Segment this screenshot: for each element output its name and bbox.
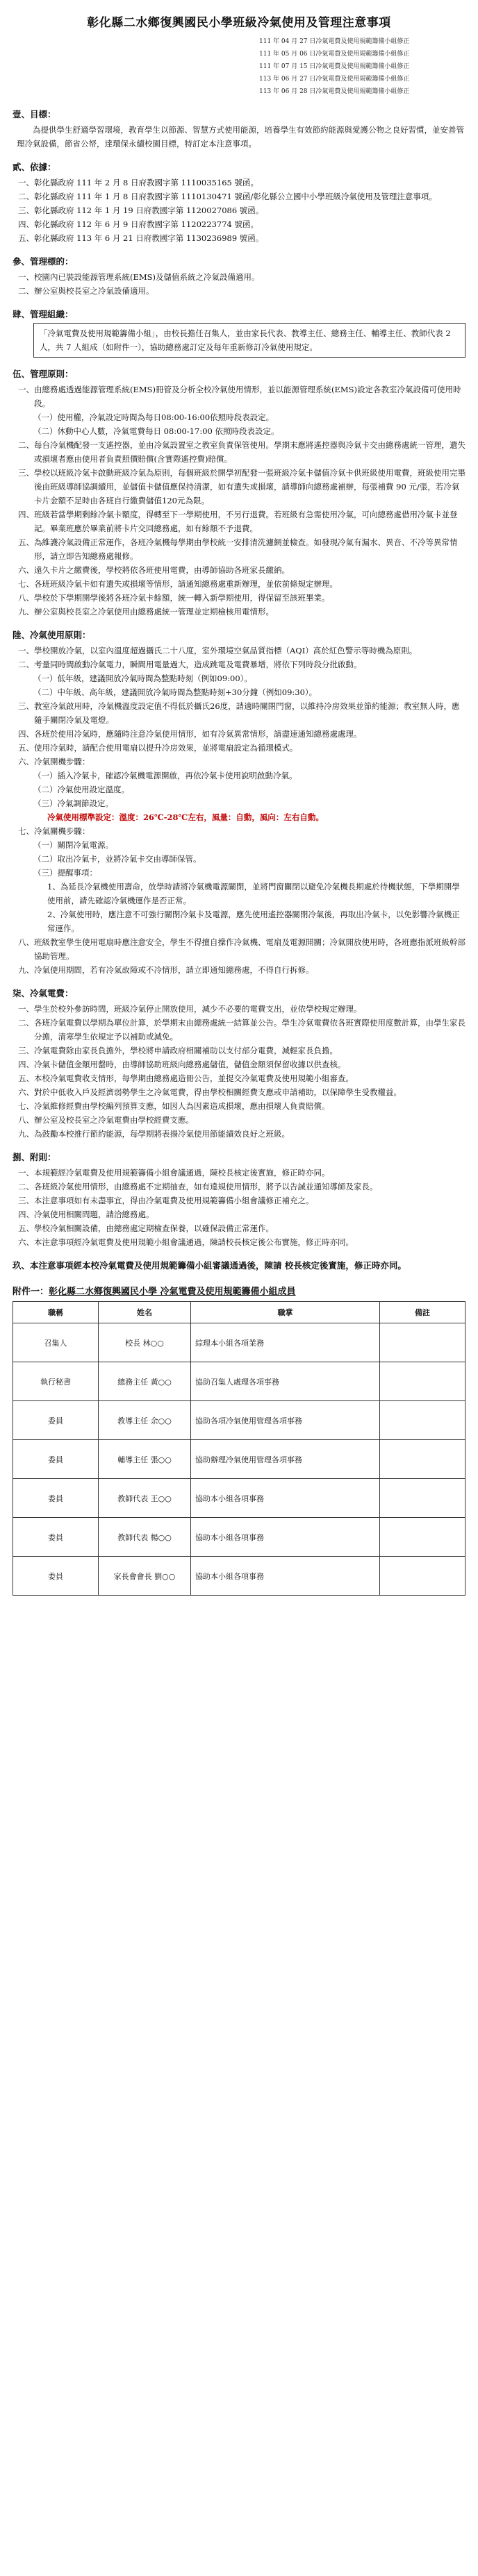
item-number: 二、: [18, 1182, 34, 1191]
list-item: [33, 838, 465, 852]
list-item: [18, 438, 465, 466]
item-text: 彰化縣政府 111 年 1 月 8 日府教國字第 1110130471 號函/彰化縣公立國中小學班級冷氣使用及管理注意事項。: [34, 192, 437, 201]
item-text: （一）插入冷氣卡，確認冷氣機電源開啟，再依冷氣卡使用說明啟動冷氣。: [33, 771, 297, 780]
item-number: 三、: [18, 206, 34, 215]
item-number: 一、: [18, 1004, 34, 1014]
item-text: 學生於校外參訪時間，班級冷氣停止開放使用，減少不必要的電費支出，並依學校規定辦理。: [34, 1004, 362, 1014]
item-text: 本規範經冷氣電費及使用規範籌備小組會議通過，陳校長核定後實施，修正時亦同。: [34, 1168, 330, 1178]
table-row: [13, 1518, 465, 1557]
cell-role: 召集人: [13, 1323, 99, 1362]
list-item: [18, 1180, 465, 1194]
header-role: 職稱: [13, 1302, 99, 1323]
item-number: 六、: [18, 757, 34, 767]
header-duty: 職掌: [191, 1302, 380, 1323]
list-item: [18, 644, 465, 658]
list-item: [47, 908, 465, 935]
item-text: 校園內已裝設能源管理系統(EMS)及儲值系統之冷氣設備適用。: [34, 272, 260, 282]
item-text: 學校開放冷氣，以室內溫度超過攝氏二十八度，室外環境空氣品質指標（AQI）高於紅色警示等時機為原則。: [34, 646, 418, 655]
cell-note: [380, 1362, 465, 1401]
item-text: （二）冷氣使用設定溫度。: [33, 785, 129, 794]
list-item: [18, 1085, 465, 1099]
item-text: （二）取出冷氣卡，並將冷氣卡交由導師保管。: [33, 854, 201, 864]
list-item: [18, 963, 465, 977]
list-item: [18, 508, 465, 535]
list-item: [47, 810, 465, 824]
cell-role: 委員: [13, 1479, 99, 1518]
item-number: 八、: [18, 1115, 34, 1125]
cell-role: 委員: [13, 1518, 99, 1557]
item-number: 四、: [18, 1210, 34, 1219]
revision-line: 111 年 05 月 06 日冷氣電費及使用規範籌備小組修正: [259, 51, 410, 58]
item-text: 各班班級冷氣卡如有遺失或損壞等情形，請通知總務處重新辦理，並依前條規定辦理。: [34, 579, 338, 589]
basis-list: [13, 176, 465, 245]
table-row: [13, 1401, 465, 1440]
list-item: [18, 563, 465, 577]
item-text: 班級教室學生使用電扇時應注意安全，學生不得擅自操作冷氣機、電扇及電源開關；冷氣開放使用時，各班應指派班級幹部協助管理。: [34, 937, 465, 961]
list-item: [33, 671, 465, 685]
item-text: 彰化縣政府 112 年 1 月 19 日府教國字第 1120027086 號函。: [34, 206, 264, 215]
cell-name: 校長 林○○: [99, 1323, 191, 1362]
item-text: 辦公室與校長室之冷氣使用由總務處統一管理並定期檢核用電情形。: [34, 607, 274, 617]
section-heading-usage: 陸、冷氣使用原則：: [13, 630, 91, 640]
item-text: 學校以班級冷氣卡啟動班級冷氣為原則，每個班級於開學初配發一張班級冷氣卡儲值冷氣卡供班級使用電費，班級使用完畢後由班級導師協調續用，並儲值卡儲值應保持清潔，如有遺失或損壞，請導師向總務處補辦，每張補費 90 元/張，若冷氣卡片金額不足時由各班自行繳費儲值120元為限。: [34, 468, 465, 505]
item-text: 冷氣使用期間，若有冷氣故障或不冷情形，請立即通知總務處，不得自行拆修。: [34, 965, 314, 975]
cell-duty: 協助召集人處理各項事務: [191, 1362, 380, 1401]
item-text: 冷氣使用標準設定：溫度：26℃-28℃左右，風量：自動，風向：左右自動。: [47, 812, 324, 822]
item-number: 三、: [18, 701, 34, 711]
item-text: 各班於使用冷氣時，應隨時注意冷氣使用情形，如有冷氣異常情形，請盡速通知總務處處理。: [34, 729, 362, 739]
section-heading-organization: 肆、管理組織：: [13, 309, 74, 319]
item-text: （一）使用權，冷氣設定時間為每日08:00-16:00依照時段表設定。: [33, 412, 274, 422]
list-item: [33, 410, 465, 424]
item-number: 一、: [18, 1168, 34, 1178]
list-item: [18, 270, 465, 284]
cell-role: 委員: [13, 1440, 99, 1479]
item-text: 彰化縣政府 111 年 2 月 8 日府教國字第 1110035165 號函。: [34, 178, 258, 187]
item-text: 冷氣關機步驟：: [34, 826, 90, 836]
list-item: [18, 383, 465, 410]
table-row: [13, 1323, 465, 1362]
attachment-heading: 彰化縣二水鄉復興國民小學 冷氣電費及使用規範籌備小組成員: [49, 1287, 296, 1297]
item-number: 五、: [18, 743, 34, 753]
item-number: 四、: [18, 510, 34, 519]
item-text: （二）中年級、高年級，建議開放冷氣時間為整點時刻+30分鐘（例如09:30）。: [33, 687, 318, 697]
list-item: [18, 1127, 465, 1141]
item-text: 各班級冷氣使用情形，由總務處不定期抽查，如有違規使用情形，將予以告誡並通知導師及家長。: [34, 1182, 378, 1191]
revision-line: 113 年 06 月 27 日冷氣電費及使用規範籌備小組修正: [259, 76, 410, 83]
principles-list: [13, 383, 465, 619]
item-text: 遠久卡片之繳費後，學校將依各班使用電費，由導師協助各班家長繳納。: [34, 565, 290, 575]
item-text: 冷氣使用相關問題，請洽總務處。: [34, 1210, 154, 1219]
item-number: 八、: [18, 937, 34, 947]
table-row: [13, 1440, 465, 1479]
item-text: 對於中低收入戶及經濟弱勢學生之冷氣電費，得由學校相關經費支應或申請補助，以保障學生受教權益。: [34, 1087, 402, 1097]
item-number: 一、: [18, 646, 34, 655]
list-item: [18, 466, 465, 508]
item-text: 每台冷氣機配發一支遙控器，並由冷氣設置室之教室負責保管使用。學期末應將遙控器與冷氣卡交由總務處統一管理，遺失或損壞者應由使用者負責照價賠償(含實際遙控費)賠償。: [34, 440, 465, 464]
section-heading-fees: 柒、冷氣電費：: [13, 988, 74, 998]
cell-note: [380, 1323, 465, 1362]
item-text: 彰化縣政府 112 年 6 月 9 日府教國字第 1120223774 號函。: [34, 219, 258, 229]
section-heading-supplementary: 捌、附則：: [13, 1152, 56, 1162]
list-item: [18, 1016, 465, 1044]
targets-list: [13, 270, 465, 298]
usage-list: [13, 644, 465, 977]
cell-note: [380, 1479, 465, 1518]
item-text: （一）關閉冷氣電源。: [33, 840, 113, 850]
cell-role: 委員: [13, 1401, 99, 1440]
item-number: 九、: [18, 1129, 34, 1139]
list-item: [18, 935, 465, 963]
list-item: [18, 535, 465, 563]
section-heading-basis: 貳、依據：: [13, 162, 56, 172]
item-text: 冷氣開機步驟：: [34, 757, 90, 767]
item-number: 八、: [18, 593, 34, 603]
item-text: 辦公室與校長室之冷氣設備適用。: [34, 286, 154, 296]
item-text: （三）冷氣調節設定。: [33, 798, 113, 808]
list-item: [18, 1235, 465, 1249]
item-text: 班級若當學期剩餘冷氣卡額度，得轉至下一學期使用，不另行退費。若班級有急需使用冷氣，可向總務處借用冷氣卡並登記。畢業班應於畢業前將卡片交回總務處，如有餘額不予退費。: [34, 510, 458, 533]
item-text: 彰化縣政府 113 年 6 月 21 日府教國字第 1130236989 號函。: [34, 233, 264, 243]
item-text: 為鼓勵本校推行節約能源，每學期將表揚冷氣使用節能績效良好之班級。: [34, 1129, 290, 1139]
attachment-title: [13, 1284, 465, 1297]
item-number: 四、: [18, 729, 34, 739]
cell-name: 家長會會長 劉○○: [99, 1557, 191, 1596]
list-item: [18, 176, 465, 190]
list-item: [33, 769, 465, 783]
supplementary-list: [13, 1166, 465, 1249]
item-number: 二、: [18, 660, 34, 669]
item-number: 五、: [18, 233, 34, 243]
document-title: 彰化縣二水鄉復興國民小學班級冷氣使用及管理注意事項: [87, 16, 391, 30]
cell-duty: 綜理本小組各項業務: [191, 1323, 380, 1362]
committee-table: [13, 1301, 465, 1596]
table-header-row: [13, 1302, 465, 1323]
item-number: 六、: [18, 1087, 34, 1097]
list-item: [18, 1113, 465, 1127]
item-text: （一）低年級，建議開放冷氣時間為整點時刻（例如09:00）。: [33, 674, 252, 683]
list-item: [18, 1166, 465, 1180]
item-text: （二）休動中心人數，冷氣電費每日 08:00-17:00 依照時段表設定。: [33, 426, 279, 436]
item-text: 1、為延長冷氣機使用壽命，放學時請將冷氣機電源關閉，並將門窗關閉以避免冷氣機長期處於待機狀態，下學期開學使用前，請先確認冷氣機運作是否正常。: [47, 882, 460, 905]
cell-duty: 協助本小組各項事務: [191, 1557, 380, 1596]
item-number: 二、: [18, 440, 34, 450]
list-item: [33, 685, 465, 699]
list-item: [18, 727, 465, 741]
cell-note: [380, 1557, 465, 1596]
section-heading-targets: 參、管理標的：: [13, 256, 74, 267]
header-note: 備註: [380, 1302, 465, 1323]
item-number: 一、: [18, 272, 34, 282]
cell-name: 教導主任 余○○: [99, 1401, 191, 1440]
item-number: 五、: [18, 1223, 34, 1233]
cell-duty: 協助辦理冷氣使用管理各項事務: [191, 1440, 380, 1479]
list-item: [18, 231, 465, 245]
item-number: 九、: [18, 607, 34, 617]
list-item: [18, 217, 465, 231]
item-text: 本注意事項經冷氣電費及使用規範小組會議通過，陳請校長核定後公布實施，修正時亦同。: [34, 1237, 354, 1247]
item-number: 五、: [18, 537, 34, 547]
item-number: 四、: [18, 1060, 34, 1069]
item-number: 七、: [18, 579, 34, 589]
section-heading-principles: 伍、管理原則：: [13, 369, 74, 379]
item-number: 五、: [18, 1073, 34, 1083]
attachment-label: 附件一：: [13, 1287, 49, 1297]
cell-name: 總務主任 黃○○: [99, 1362, 191, 1401]
item-text: 學校於下學期開學後將各班冷氣卡餘額，統一轉入新學期使用，得保留至該班畢業。: [34, 593, 330, 603]
revision-line: 111 年 07 月 15 日冷氣電費及使用規範籌備小組修正: [259, 63, 410, 70]
item-text: 考量同時間啟動冷氣電力，瞬間用電量過大，造成跳電及電費暴增，將依下列時段分批啟動。: [34, 660, 362, 669]
item-text: 為維護冷氣設備正常運作，各班冷氣機每學期由學校統一安排清洗濾網並檢查。如發現冷氣有漏水、異音、不冷等異常情形，請立即告知總務處報修。: [34, 537, 458, 561]
item-text: （三）提醒事項：: [33, 868, 97, 878]
revision-history: [259, 35, 465, 98]
item-number: 九、: [18, 965, 34, 975]
table-row: [13, 1362, 465, 1401]
list-item: [18, 1221, 465, 1235]
list-item: [18, 1044, 465, 1057]
cell-role: 委員: [13, 1557, 99, 1596]
item-text: 本校冷氣電費收支情形，每學期由總務處造冊公告，並提交冷氣電費及使用規範小組審查。: [34, 1073, 354, 1083]
list-item: [18, 755, 465, 769]
list-item: [18, 741, 465, 755]
list-item: [18, 658, 465, 671]
cell-note: [380, 1518, 465, 1557]
item-number: 三、: [18, 1046, 34, 1055]
list-item: [18, 1207, 465, 1221]
cell-duty: 協助本小組各項事務: [191, 1479, 380, 1518]
item-text: 冷氣卡儲值金額用罄時，由導師協助班級向總務處儲值，儲值金額須保留收據以供查核。: [34, 1060, 346, 1069]
table-row: [13, 1479, 465, 1518]
cell-role: 執行秘書: [13, 1362, 99, 1401]
item-text: 冷氣電費除由家長負擔外，學校將申請政府相關補助以支付部分電費，減輕家長負擔。: [34, 1046, 338, 1055]
revision-line: 111 年 04 月 27 日冷氣電費及使用規範籌備小組修正: [259, 38, 410, 45]
list-item: [47, 880, 465, 908]
item-number: 一、: [18, 385, 34, 394]
table-row: [13, 1557, 465, 1596]
list-item: [18, 591, 465, 605]
cell-duty: 協助各項冷氣使用管理各項事務: [191, 1401, 380, 1440]
item-text: 冷氣維修經費由學校編列預算支應，如因人為因素造成損壞，應由損壞人負責賠償。: [34, 1101, 330, 1111]
list-item: [33, 424, 465, 438]
list-item: [18, 699, 465, 727]
item-number: 六、: [18, 1237, 34, 1247]
cell-note: [380, 1440, 465, 1479]
item-number: 三、: [18, 1196, 34, 1205]
list-item: [33, 783, 465, 796]
item-text: 教室冷氣啟用時，冷氣機溫度設定值不得低於攝氏26度，請適時關閉門窗，以維持冷房效果並節約能源；教室無人時，應隨手關閉冷氣及電燈。: [34, 701, 460, 725]
item-number: 六、: [18, 565, 34, 575]
list-item: [33, 866, 465, 880]
cell-note: [380, 1401, 465, 1440]
cell-name: 教師代表 楊○○: [99, 1518, 191, 1557]
list-item: [18, 1194, 465, 1207]
item-text: 2、冷氣使用時，應注意不可強行關閉冷氣卡及電源，應先使用遙控器關閉冷氣後，再取出冷氣卡，以免影響冷氣機正常運作。: [47, 910, 460, 933]
item-number: 四、: [18, 219, 34, 229]
item-number: 三、: [18, 468, 34, 478]
list-item: [18, 1002, 465, 1016]
item-number: 二、: [18, 1018, 34, 1028]
list-item: [18, 824, 465, 838]
item-number: 二、: [18, 286, 34, 296]
list-item: [18, 284, 465, 298]
section-heading-objective: 壹、目標：: [13, 109, 56, 119]
list-item: [33, 796, 465, 810]
item-text: 各班冷氣電費以學期為單位計算，於學期末由總務處統一結算並公告。學生冷氣電費依各班實際使用度數計算，由學生家長分擔，清寒學生依規定予以補助或減免。: [34, 1018, 465, 1042]
list-item: [33, 852, 465, 866]
item-number: 一、: [18, 178, 34, 187]
item-text: 由總務處透過能源管理系統(EMS)冊管及分析全校冷氣使用情形，並以能源管理系統(EMS)設定各教室冷氣設備可使用時段。: [34, 385, 461, 408]
item-text: 本注意事項如有未盡事宜，得由冷氣電費及使用規範籌備小組會議修正補充之。: [34, 1196, 314, 1205]
list-item: [18, 190, 465, 203]
list-item: [18, 577, 465, 591]
header-name: 姓名: [99, 1302, 191, 1323]
list-item: [18, 1071, 465, 1085]
item-text: 辦公室及校長室之冷氣電費由學校經費支應。: [34, 1115, 194, 1125]
closing-statement: 玖、本注意事項經本校冷氣電費及使用規範籌備小組審議通過後，陳請 校長核定後實施，修正時亦同。: [13, 1260, 406, 1271]
fees-list: [13, 1002, 465, 1141]
section-body-objective: 為提供學生舒適學習環境，教育學生以節源、智慧方式使用能源，培養學生有效節約能源與愛護公物之良好習慣，並安善管理冷氣設備，節省公帑，達環保永續校園目標，特訂定本注意事項。: [17, 125, 464, 149]
cell-name: 教師代表 王○○: [99, 1479, 191, 1518]
item-text: 學校冷氣相關設備，由總務處定期檢查保養，以確保設備正常運作。: [34, 1223, 274, 1233]
item-number: 七、: [18, 826, 34, 836]
organization-box: 「冷氣電費及使用規範籌備小組」，由校長擔任召集人，並由家長代表、教導主任、總務主任、輔導主任、教師代表 2 人，共 7 人組成（如附件一），協助總務處訂定及每年重新修訂冷氣使用規定。: [33, 323, 465, 358]
list-item: [18, 1099, 465, 1113]
cell-duty: 協助本小組各項事務: [191, 1518, 380, 1557]
list-item: [18, 1057, 465, 1071]
item-text: 使用冷氣時，請配合使用電扇以提升冷房效果，並將電扇設定為循環模式。: [34, 743, 298, 753]
revision-line: 113 年 06 月 28 日冷氣電費及使用規範籌備小組修正: [259, 88, 410, 95]
list-item: [18, 203, 465, 217]
list-item: [18, 605, 465, 619]
cell-name: 輔導主任 張○○: [99, 1440, 191, 1479]
item-number: 七、: [18, 1101, 34, 1111]
item-number: 二、: [18, 192, 34, 201]
committee-table-body: [13, 1323, 465, 1596]
